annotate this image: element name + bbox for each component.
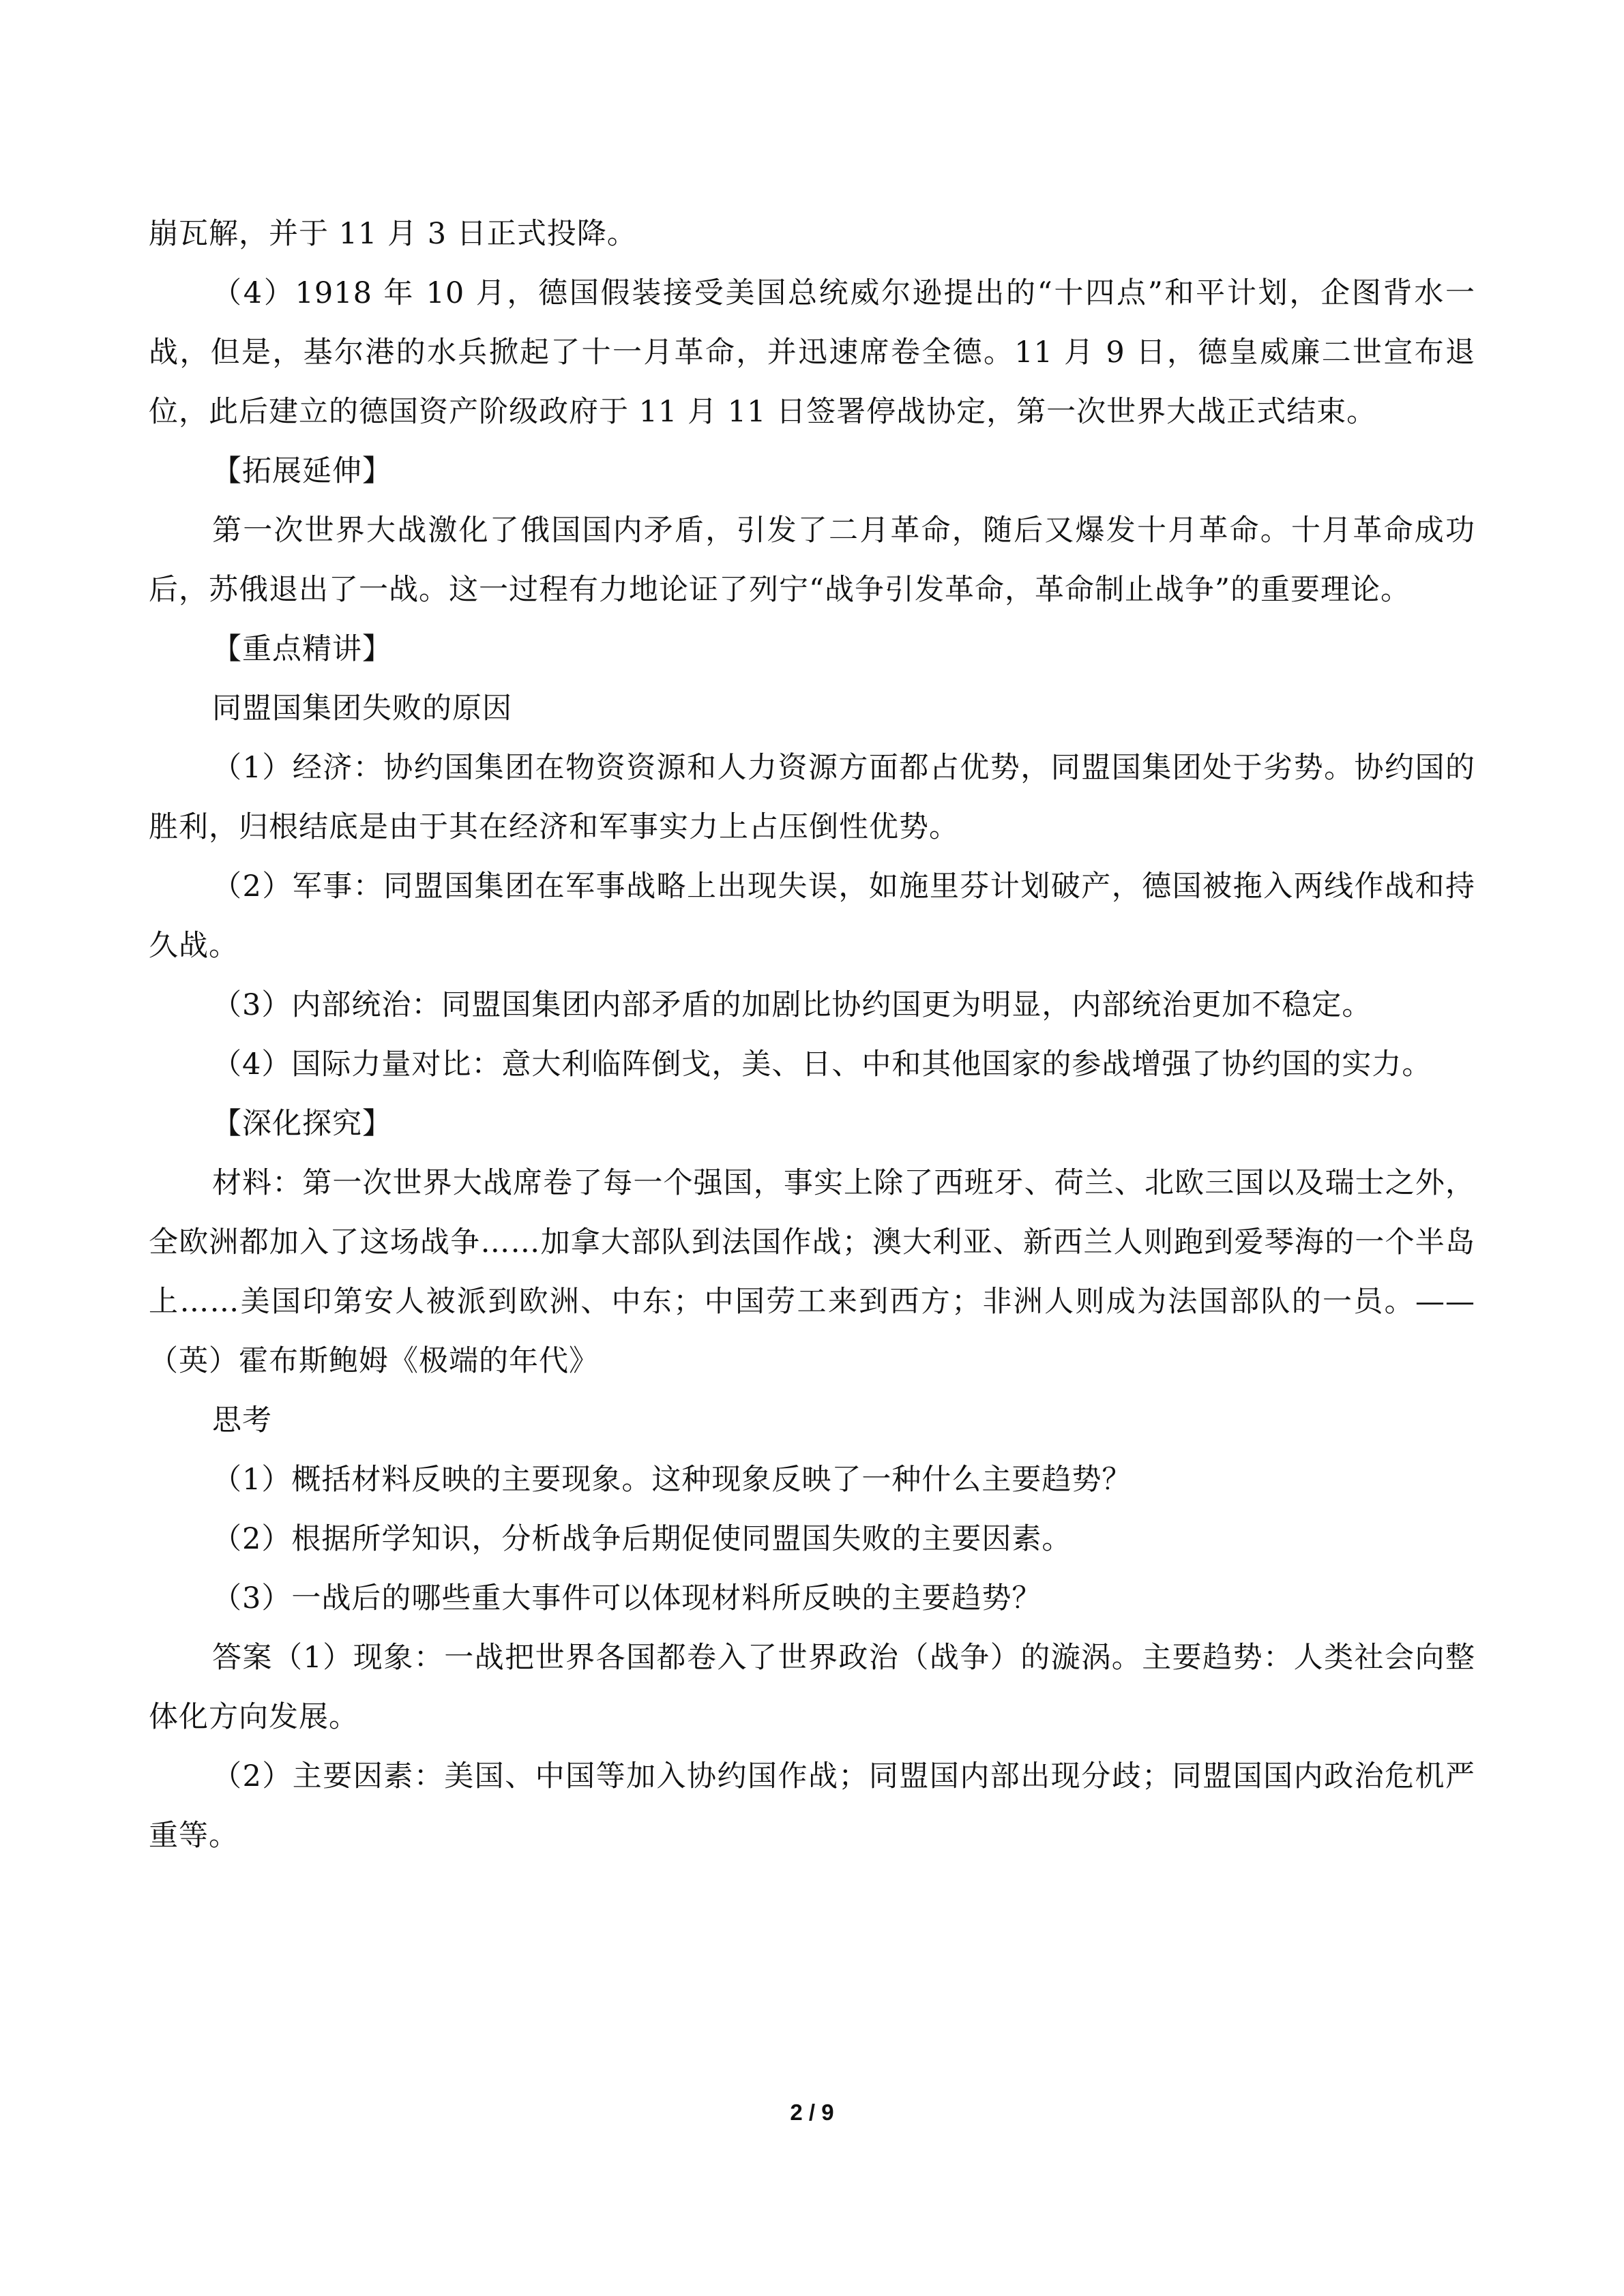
document-body xyxy=(149,205,1475,1866)
answer-1: 答案（1）现象：一战把世界各国都卷入了世界政治（战争）的漩涡。主要趋势：人类社会向整体化方向发展。 xyxy=(149,1641,1475,1734)
paragraph-economy: （1）经济：协约国集团在物资资源和人力资源方面都占优势，同盟国集团处于劣势。协约国的胜利，归根结底是由于其在经济和军事实力上占压倒性优势。 xyxy=(149,751,1475,844)
answer-2: （2）主要因素：美国、中国等加入协约国作战；同盟国内部出现分歧；同盟国国内政治危机严重等。 xyxy=(149,1759,1475,1853)
paragraph-extension: 第一次世界大战激化了俄国国内矛盾，引发了二月革命，随后又爆发十月革命。十月革命成功后，苏俄退出了一战。这一过程有力地论证了列宁“战争引发革命，革命制止战争”的重要理论。 xyxy=(149,513,1475,607)
section-heading-extension: 【拓展延伸】 xyxy=(212,454,392,488)
paragraph-internal: （3）内部统治：同盟国集团内部矛盾的加剧比协约国更为明显，内部统治更加不稳定。 xyxy=(212,988,1372,1022)
question-2: （2）根据所学知识，分析战争后期促使同盟国失败的主要因素。 xyxy=(212,1522,1072,1556)
question-1: （1）概括材料反映的主要现象。这种现象反映了一种什么主要趋势？ xyxy=(212,1463,1132,1497)
paragraph-topic: 同盟国集团失败的原因 xyxy=(212,691,512,726)
paragraph-material: 材料：第一次世界大战席卷了每一个强国，事实上除了西班牙、荷兰、北欧三国以及瑞士之外，全欧洲都加入了这场战争……加拿大部队到法国作战；澳大利亚、新西兰人则跑到爱琴海的一个半岛上……美国印第安人被派到欧洲、中东；中国劳工来到西方；非洲人则成为法国部队的一员。——（英）霍布斯鲍姆《极端的年代》 xyxy=(149,1166,1475,1378)
section-heading-deep: 【深化探究】 xyxy=(212,1107,392,1141)
paragraph-think: 思考 xyxy=(212,1403,272,1437)
paragraph-international: （4）国际力量对比：意大利临阵倒戈，美、日、中和其他国家的参战增强了协约国的实力。 xyxy=(212,1047,1432,1082)
question-3: （3）一战后的哪些重大事件可以体现材料所反映的主要趋势？ xyxy=(212,1581,1042,1615)
paragraph-military: （2）军事：同盟国集团在军事战略上出现失误，如施里芬计划破产，德国被拖入两线作战和持久战。 xyxy=(149,869,1475,963)
section-heading-focus: 【重点精讲】 xyxy=(212,632,392,666)
paragraph-continuation: 崩瓦解，并于 11 月 3 日正式投降。 xyxy=(149,217,637,251)
page-number: 2 / 9 xyxy=(790,2100,834,2125)
paragraph-armistice: （4）1918 年 10 月，德国假装接受美国总统威尔逊提出的“十四点”和平计划，企图背水一战，但是，基尔港的水兵掀起了十一月革命，并迅速席卷全德。11 月 9 日，德皇威廉二世宣布退位，此后建立的德国资产阶级政府于 11 月 11 日签署停战协定，第一次世界大战正式结束。 xyxy=(149,276,1475,429)
